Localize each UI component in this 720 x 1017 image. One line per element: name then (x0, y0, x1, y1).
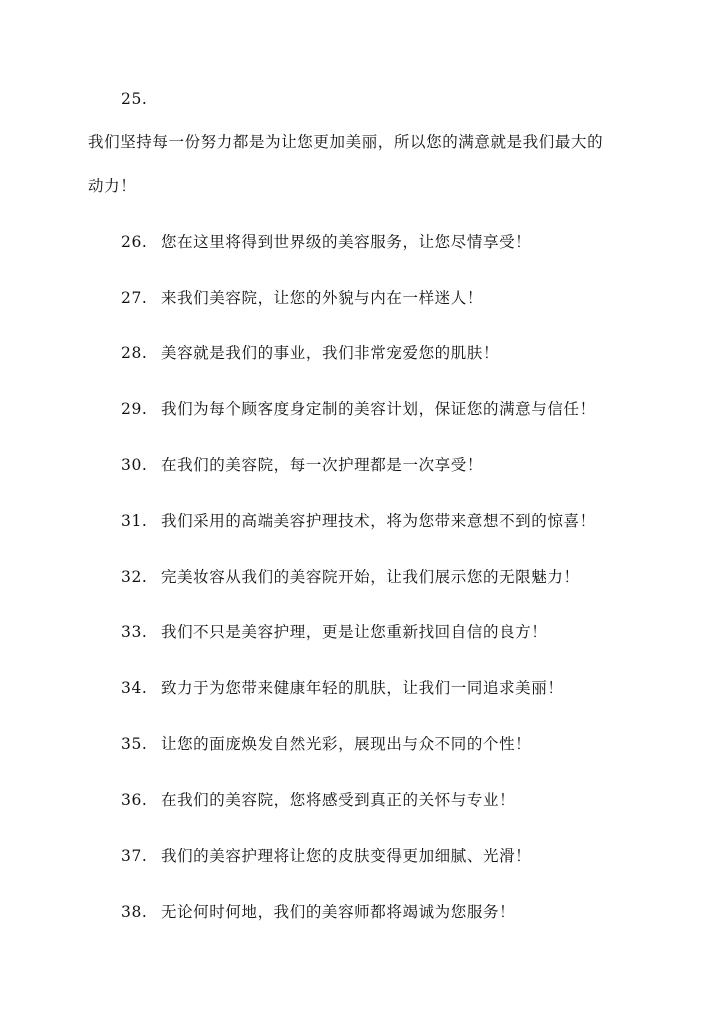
list-item (121, 399, 596, 419)
item-25-text-line1 (88, 132, 603, 152)
item-text: 我们采用的高端美容护理技术，将为您带来意想不到的惊喜！ (160, 512, 596, 530)
item-text: 我们坚持每一份努力都是为让您更加美丽，所以您的满意就是我们最大的 (88, 133, 604, 151)
list-item (121, 734, 531, 754)
list-item (121, 678, 564, 698)
item-text: 让您的面庞焕发自然光彩，展现出与众不同的个性！ (160, 735, 532, 753)
item-text: 致力于为您带来健康年轻的肌肤，让我们一同追求美丽！ (160, 679, 564, 697)
item-number: 32. (121, 568, 148, 586)
item-number: 38. (121, 903, 148, 921)
item-text: 我们的美容护理将让您的皮肤变得更加细腻、光滑！ (160, 847, 532, 865)
list-item (121, 288, 483, 308)
item-text: 动力！ (88, 177, 137, 195)
item-text: 我们不只是美容护理，更是让您重新找回自信的良方！ (160, 623, 548, 641)
list-item (121, 902, 515, 922)
list-item (121, 343, 499, 363)
item-number: 25. (121, 90, 148, 108)
item-text: 完美妆容从我们的美容院开始，让我们展示您的无限魅力！ (160, 568, 580, 586)
list-item (121, 511, 596, 531)
item-number: 37. (121, 847, 148, 865)
item-number: 27. (121, 289, 148, 307)
item-number: 36. (121, 791, 148, 809)
item-text: 来我们美容院，让您的外貌与内在一样迷人！ (160, 289, 483, 307)
item-number: 29. (121, 400, 148, 418)
item-text: 您在这里将得到世界级的美容服务，让您尽情享受！ (160, 233, 532, 251)
item-text: 在我们的美容院，每一次护理都是一次享受！ (160, 456, 483, 474)
item-number: 34. (121, 679, 148, 697)
item-text: 美容就是我们的事业，我们非常宠爱您的肌肤！ (160, 344, 500, 362)
list-item (121, 846, 531, 866)
item-text: 我们为每个顾客度身定制的美容计划，保证您的满意与信任！ (160, 400, 596, 418)
item-number: 33. (121, 623, 148, 641)
list-item (121, 455, 483, 475)
item-25-number (121, 89, 147, 109)
item-number: 28. (121, 344, 148, 362)
item-number: 31. (121, 512, 148, 530)
item-text: 在我们的美容院，您将感受到真正的关怀与专业！ (160, 791, 516, 809)
item-number: 26. (121, 233, 148, 251)
list-item (121, 790, 515, 810)
list-item (121, 622, 547, 642)
list-item (121, 232, 531, 252)
item-number: 35. (121, 735, 148, 753)
item-text: 无论何时何地，我们的美容师都将竭诚为您服务！ (160, 903, 516, 921)
item-25-text-line2 (88, 176, 136, 196)
item-number: 30. (121, 456, 148, 474)
list-item (121, 567, 580, 587)
